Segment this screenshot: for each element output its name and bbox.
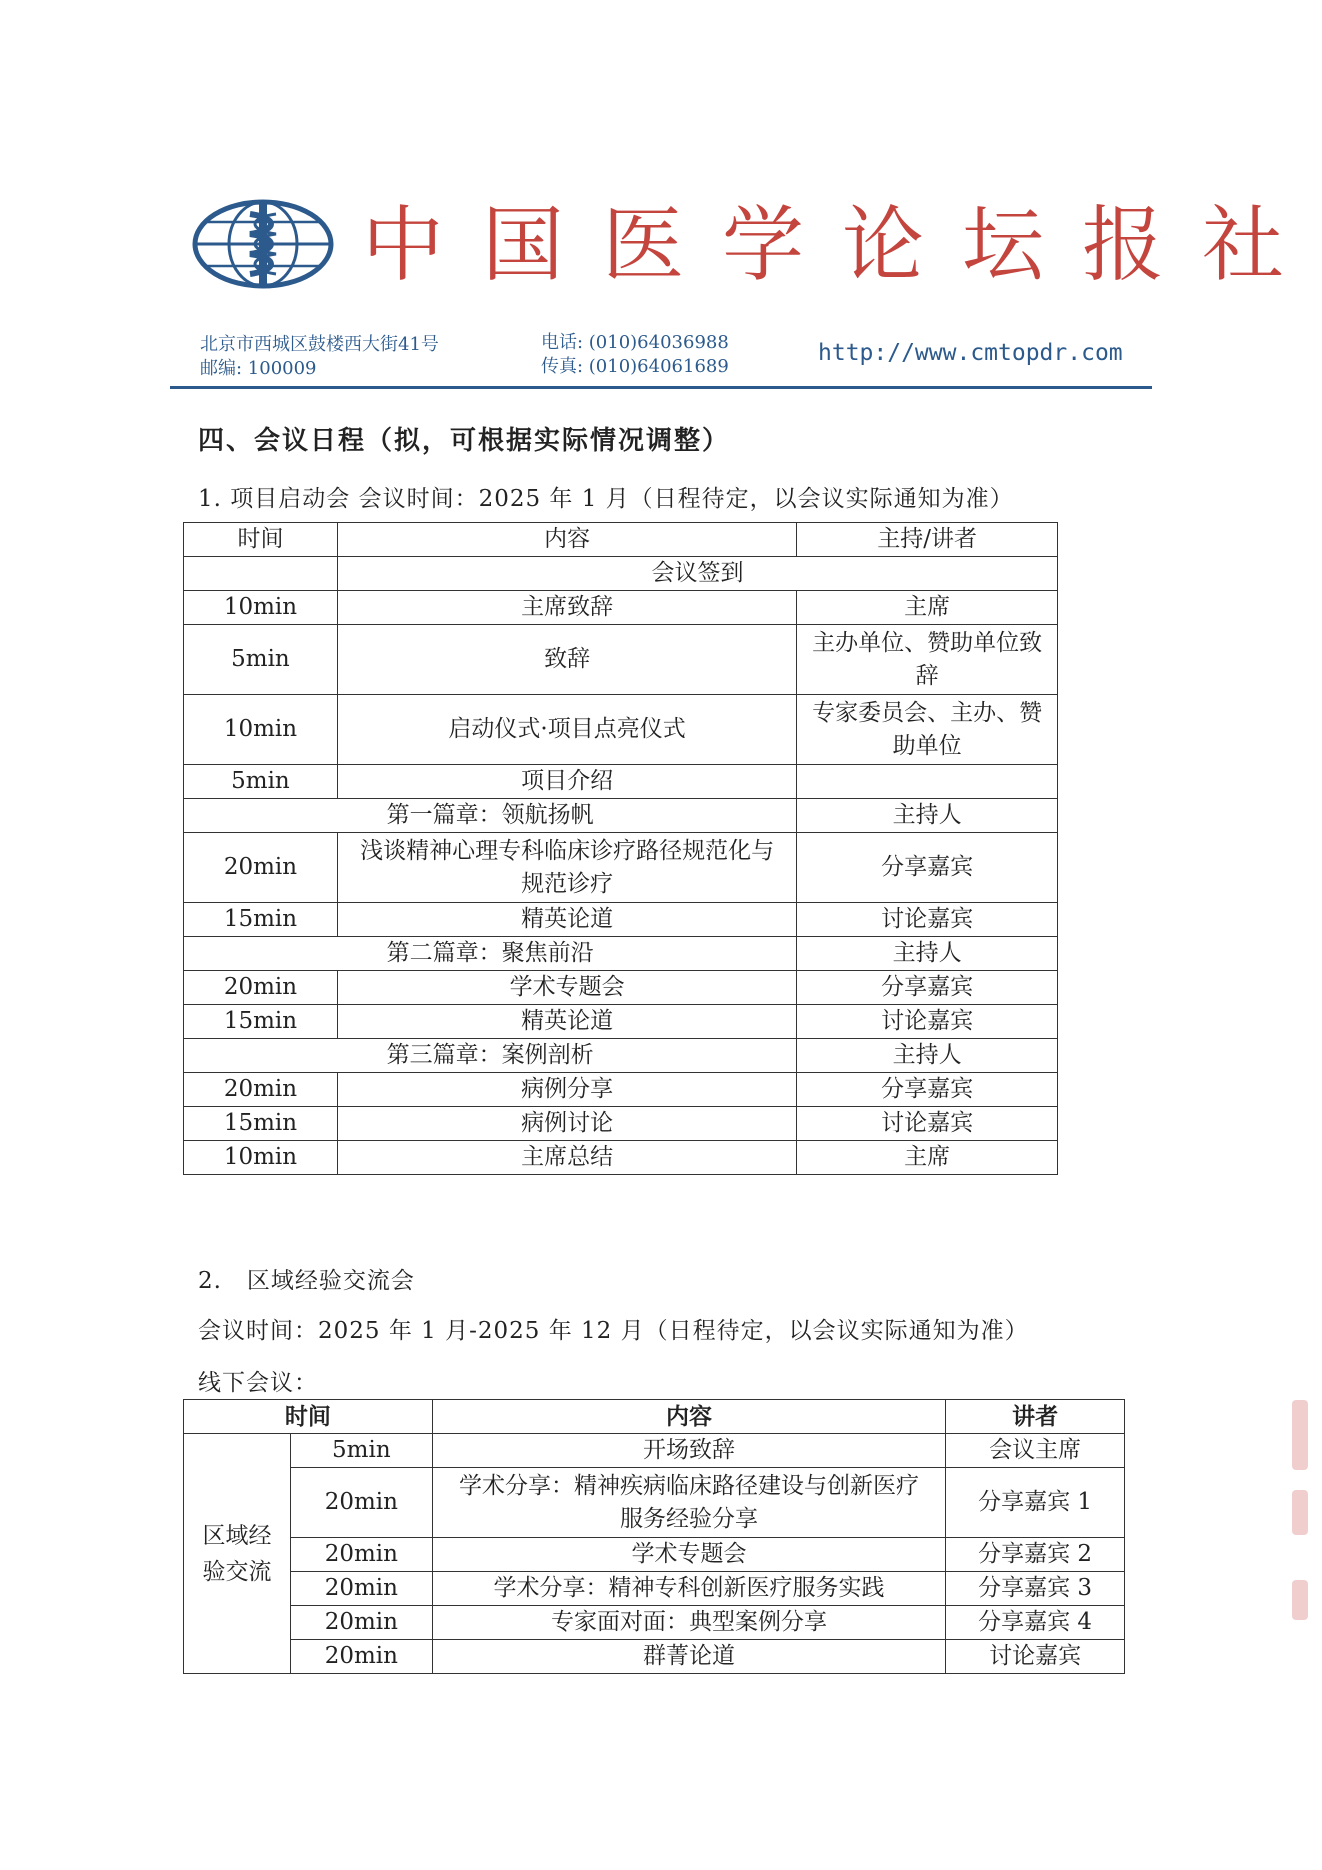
table-header-row xyxy=(184,1400,1125,1434)
host-cell: 讨论嘉宾 xyxy=(797,903,1058,937)
header-speaker: 讲者 xyxy=(946,1400,1125,1434)
table-row xyxy=(184,903,1058,937)
time-cell: 20min xyxy=(290,1572,432,1606)
content-cell: 精英论道 xyxy=(337,903,796,937)
host-cell: 分享嘉宾 xyxy=(797,833,1058,903)
speaker-cell: 分享嘉宾 4 xyxy=(946,1606,1125,1640)
chapter-row xyxy=(184,1039,1058,1073)
content-cell: 致辞 xyxy=(337,625,796,695)
website-link[interactable]: http://www.cmtopdr.com xyxy=(818,340,1123,366)
time-cell: 15min xyxy=(184,1005,338,1039)
content-cell: 学术分享：精神专科创新医疗服务实践 xyxy=(432,1572,945,1606)
globe-caduceus-logo-icon xyxy=(190,198,336,290)
table-row xyxy=(184,1434,1125,1468)
seal-edge-mark xyxy=(1292,1400,1308,1470)
host-cell: 主持人 xyxy=(797,1039,1058,1073)
host-cell: 主办单位、赞助单位致辞 xyxy=(797,625,1058,695)
time-cell: 20min xyxy=(184,1073,338,1107)
table-row xyxy=(184,1005,1058,1039)
time-cell: 10min xyxy=(184,1141,338,1175)
s2-title: 2. 区域经验交流会 xyxy=(198,1268,415,1294)
address: 北京市西城区鼓楼西大街41号 xyxy=(200,334,439,355)
content-cell: 学术专题会 xyxy=(432,1538,945,1572)
time-cell: 20min xyxy=(290,1606,432,1640)
time-cell: 20min xyxy=(290,1640,432,1674)
host-cell xyxy=(797,765,1058,799)
header-divider xyxy=(170,386,1152,389)
header-content: 内容 xyxy=(432,1400,945,1434)
host-cell: 主持人 xyxy=(797,937,1058,971)
host-cell: 讨论嘉宾 xyxy=(797,1005,1058,1039)
host-cell: 主持人 xyxy=(797,799,1058,833)
content-cell: 会议签到 xyxy=(337,557,1057,591)
s2-offline-label: 线下会议： xyxy=(198,1370,318,1396)
s1-title: 1. 项目启动会 会议时间：2025 年 1 月（日程待定，以会议实际通知为准） xyxy=(198,486,1014,512)
time-cell: 15min xyxy=(184,903,338,937)
content-cell: 专家面对面：典型案例分享 xyxy=(432,1606,945,1640)
time-cell: 20min xyxy=(290,1538,432,1572)
header-time: 时间 xyxy=(184,1400,433,1434)
kickoff-schedule-table xyxy=(183,522,1058,1175)
table-row xyxy=(184,833,1058,903)
host-cell: 主席 xyxy=(797,591,1058,625)
table-row xyxy=(184,1606,1125,1640)
content-cell: 项目介绍 xyxy=(337,765,796,799)
header-time: 时间 xyxy=(184,523,338,557)
host-cell: 分享嘉宾 xyxy=(797,971,1058,1005)
table-row xyxy=(184,625,1058,695)
host-cell: 主席 xyxy=(797,1141,1058,1175)
s2-meeting-time: 会议时间：2025 年 1 月-2025 年 12 月（日程待定，以会议实际通知为准） xyxy=(198,1318,1029,1344)
time-cell: 20min xyxy=(184,971,338,1005)
time-cell: 5min xyxy=(184,625,338,695)
speaker-cell: 分享嘉宾 1 xyxy=(946,1468,1125,1538)
table-row xyxy=(184,1538,1125,1572)
table-row xyxy=(184,971,1058,1005)
content-cell: 浅谈精神心理专科临床诊疗路径规范化与规范诊疗 xyxy=(337,833,796,903)
telephone: 电话: (010)64036988 xyxy=(541,332,729,353)
table-row xyxy=(184,1468,1125,1538)
chapter-row xyxy=(184,799,1058,833)
host-cell: 讨论嘉宾 xyxy=(797,1107,1058,1141)
time-cell: 5min xyxy=(184,765,338,799)
time-cell: 15min xyxy=(184,1107,338,1141)
header-host: 主持/讲者 xyxy=(797,523,1058,557)
chapter-title: 第三篇章：案例剖析 xyxy=(184,1039,797,1073)
content-cell: 启动仪式·项目点亮仪式 xyxy=(337,695,796,765)
content-cell: 学术分享：精神疾病临床路径建设与创新医疗服务经验分享 xyxy=(432,1468,945,1538)
speaker-cell: 分享嘉宾 3 xyxy=(946,1572,1125,1606)
time-cell: 10min xyxy=(184,695,338,765)
table-row xyxy=(184,591,1058,625)
section-title: 四、会议日程（拟，可根据实际情况调整） xyxy=(198,426,731,456)
time-cell: 20min xyxy=(290,1468,432,1538)
content-cell: 开场致辞 xyxy=(432,1434,945,1468)
time-cell: 10min xyxy=(184,591,338,625)
content-cell: 群菁论道 xyxy=(432,1640,945,1674)
group-cell: 区域经验交流 xyxy=(184,1434,291,1674)
speaker-cell: 讨论嘉宾 xyxy=(946,1640,1125,1674)
table-row xyxy=(184,557,1058,591)
chapter-title: 第二篇章：聚焦前沿 xyxy=(184,937,797,971)
chapter-row xyxy=(184,937,1058,971)
table-row xyxy=(184,1640,1125,1674)
chapter-title: 第一篇章：领航扬帆 xyxy=(184,799,797,833)
postal-code: 邮编: 100009 xyxy=(200,358,317,379)
content-cell: 学术专题会 xyxy=(337,971,796,1005)
fax: 传真: (010)64061689 xyxy=(541,356,729,377)
speaker-cell: 会议主席 xyxy=(946,1434,1125,1468)
content-cell: 精英论道 xyxy=(337,1005,796,1039)
content-cell: 主席致辞 xyxy=(337,591,796,625)
table-row xyxy=(184,695,1058,765)
host-cell: 分享嘉宾 xyxy=(797,1073,1058,1107)
time-cell: 20min xyxy=(184,833,338,903)
table-row xyxy=(184,1073,1058,1107)
table-row xyxy=(184,1572,1125,1606)
time-cell: 5min xyxy=(290,1434,432,1468)
seal-edge-mark xyxy=(1292,1580,1308,1620)
table-header-row xyxy=(184,523,1058,557)
seal-edge-mark xyxy=(1292,1490,1308,1535)
time-cell xyxy=(184,557,338,591)
table-row xyxy=(184,1141,1058,1175)
table-row xyxy=(184,1107,1058,1141)
table-row xyxy=(184,765,1058,799)
regional-exchange-table xyxy=(183,1399,1125,1674)
host-cell: 专家委员会、主办、赞助单位 xyxy=(797,695,1058,765)
header-content: 内容 xyxy=(337,523,796,557)
content-cell: 病例分享 xyxy=(337,1073,796,1107)
content-cell: 病例讨论 xyxy=(337,1107,796,1141)
speaker-cell: 分享嘉宾 2 xyxy=(946,1538,1125,1572)
org-name: 中国医学论坛报社 xyxy=(362,198,1322,293)
content-cell: 主席总结 xyxy=(337,1141,796,1175)
